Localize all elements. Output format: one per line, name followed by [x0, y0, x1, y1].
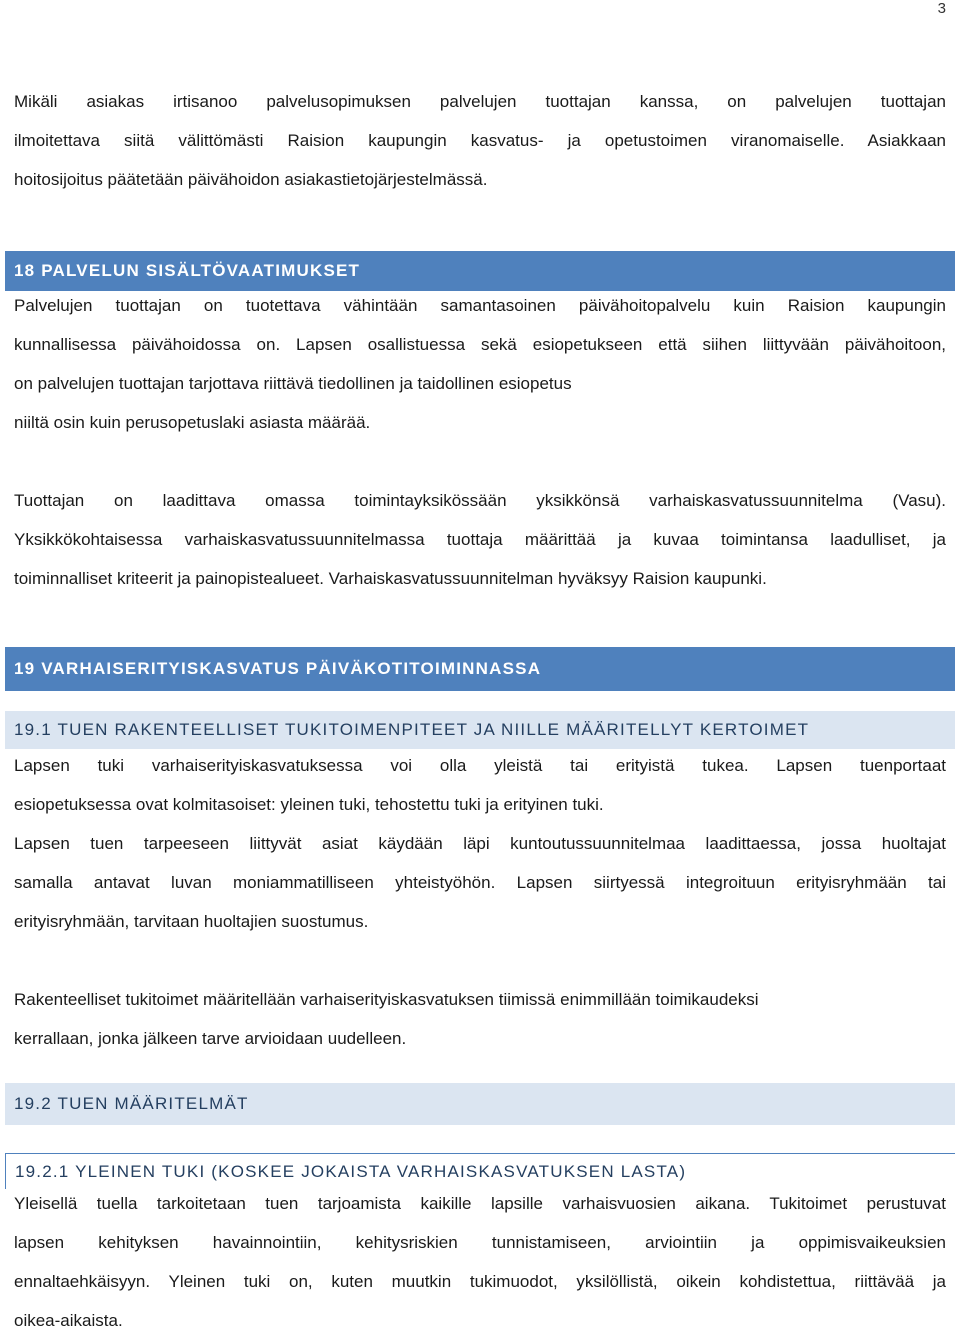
text-line: Yksikkökohtaisessa varhaiskasvatussuunnitelmassa tuottaja määrittää ja kuvaa toimintansa laadulliset, ja	[14, 530, 946, 549]
text-line: erityisryhmään, tarvitaan huoltajien suostumus.	[14, 912, 369, 931]
text-line: Lapsen tuki varhaiserityiskasvatuksessa voi olla yleistä tai erityistä tukea. Lapsen tuenportaat	[14, 756, 946, 775]
text-line: oikea-aikaista.	[14, 1311, 123, 1330]
section-19-2-1-paragraph	[14, 1184, 946, 1340]
text-line: Lapsen tuen tarpeeseen liittyvät asiat käydään läpi kuntoutussuunnitelmaa laadittaessa, jossa huoltajat	[14, 834, 946, 853]
section-19-1-heading: 19.1 TUEN RAKENTEELLISET TUKITOIMENPITEET JA NIILLE MÄÄRITELLYT KERTOIMET	[5, 711, 955, 749]
text-line: Rakenteelliset tukitoimet määritellään varhaiserityiskasvatuksen tiimissä enimmillään toimikaudeksi	[14, 990, 759, 1009]
text-line: Tuottajan on laadittava omassa toimintayksikössään yksikkönsä varhaiskasvatussuunnitelma (Vasu).	[14, 491, 946, 510]
text-line: kunnallisessa päivähoidossa on. Lapsen osallistuessa sekä esiopetukseen että siihen liittyvään päivähoitoon,	[14, 335, 946, 354]
section-19-heading: 19 VARHAISERITYISKASVATUS PÄIVÄKOTITOIMINNASSA	[5, 647, 955, 691]
section-19-1-paragraph-1	[14, 746, 946, 941]
section-19-2-heading: 19.2 TUEN MÄÄRITELMÄT	[5, 1083, 955, 1125]
text-line: kerrallaan, jonka jälkeen tarve arvioidaan uudelleen.	[14, 1029, 407, 1048]
section-18-heading: 18 PALVELUN SISÄLTÖVAATIMUKSET	[5, 251, 955, 291]
text-line: samalla antavat luvan moniammatilliseen yhteistyöhön. Lapsen siirtyessä integroituun erityisryhmään tai	[14, 873, 946, 892]
section-18-paragraph-1	[14, 286, 946, 442]
text-line: ennaltaehkäisyyn. Yleinen tuki on, kuten muutkin tukimuodot, yksilöllistä, oikein kohdistettua, riittävää ja	[14, 1272, 946, 1291]
text-line: esiopetuksessa ovat kolmitasoiset: yleinen tuki, tehostettu tuki ja erityinen tuki.	[14, 795, 604, 814]
section-18-paragraph-2	[14, 481, 946, 598]
section-19-2-1-heading: 19.2.1 YLEINEN TUKI (KOSKEE JOKAISTA VARHAISKASVATUKSEN LASTA)	[5, 1153, 955, 1189]
text-line: Mikäli asiakas irtisanoo palvelusopimuksen palvelujen tuottajan kanssa, on palvelujen tuottajan	[14, 92, 946, 111]
text-line: Palvelujen tuottajan on tuotettava vähintään samantasoinen päivähoitopalvelu kuin Raision kaupungin	[14, 296, 946, 315]
text-line: ilmoitettava siitä välittömästi Raision kaupungin kasvatus- ja opetustoimen viranomaiselle. Asiakkaan	[14, 131, 946, 150]
intro-paragraph	[14, 82, 946, 199]
text-line: on palvelujen tuottajan tarjottava riittävä tiedollinen ja taidollinen esiopetus	[14, 374, 572, 393]
page-number: 3	[937, 0, 946, 17]
text-line: lapsen kehityksen havainnointiin, kehitysriskien tunnistamiseen, arviointiin ja oppimisvaikeuksien	[14, 1233, 946, 1252]
text-line: niiltä osin kuin perusopetuslaki asiasta määrää.	[14, 413, 371, 432]
text-line: Yleisellä tuella tarkoitetaan tuen tarjoamista kaikille lapsille varhaisvuosien aikana. Tukitoimet perustuvat	[14, 1194, 946, 1213]
text-line: toiminnalliset kriteerit ja painopistealueet. Varhaiskasvatussuunnitelman hyväksyy Raision kaupunki.	[14, 569, 767, 588]
text-line: hoitosijoitus päätetään päivähoidon asiakastietojärjestelmässä.	[14, 170, 488, 189]
section-19-1-paragraph-2	[14, 980, 946, 1058]
